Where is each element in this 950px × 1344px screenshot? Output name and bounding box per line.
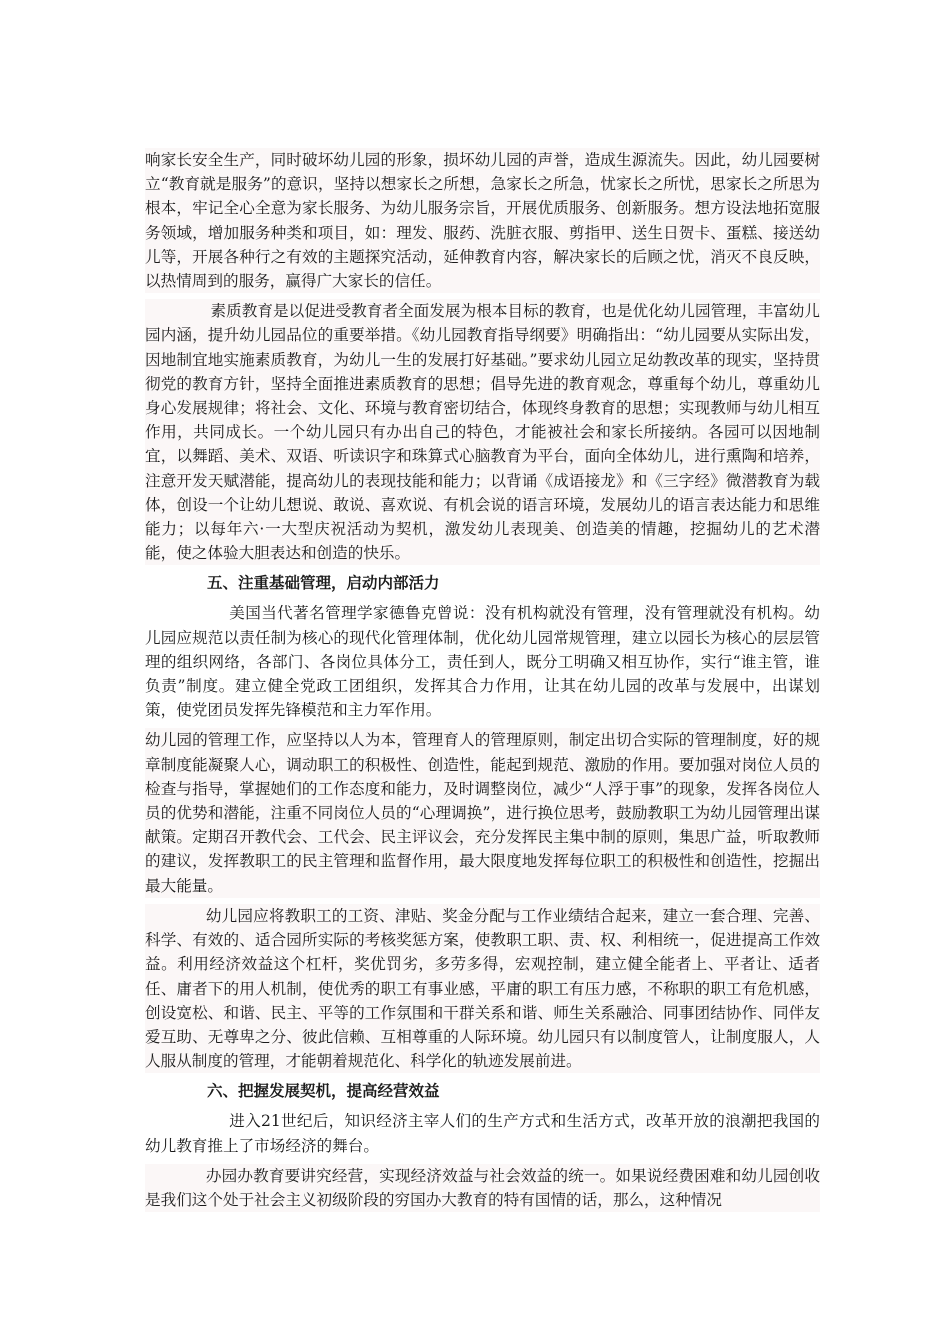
- document-page: [145, 148, 820, 1218]
- paragraph-21st-century: 进入21世纪后，知识经济主宰人们的生产方式和生活方式，改革开放的浪潮把我国的幼儿教育推上了市场经济的舞台。: [145, 1112, 820, 1155]
- paragraph-drucker: 美国当代著名管理学家德鲁克曾说：没有机构就没有管理，没有管理就没有机构。幼儿园应规范以责任制为核心的现代化管理体制，优化幼儿园常规管理，建立以园长为核心的层层管理的组织网络，各部门、各岗位具体分工，责任到人，既分工明确又相互协作，实行“谁主管，谁负责”制度。建立健全党政工团组织，发挥其合力作用，让其在幼儿园的改革与发展中，出谋划策，使党团员发挥先锋模范和主力军作用。: [145, 604, 820, 720]
- paragraph-quality-education: 素质教育是以促进受教育者全面发展为根本目标的教育，也是优化幼儿园管理，丰富幼儿园内涵，提升幼儿园品位的重要举措。《幼儿园教育指导纲要》明确指出：“幼儿园要从实际出发，因地制宜地实施素质教育，为幼儿一生的发展打好基础。”要求幼儿园立足幼教改革的现实，坚持贯彻党的教育方针，坚持全面推进素质教育的思想；倡导先进的教育观念，尊重每个幼儿，尊重幼儿身心发展规律；将社会、文化、环境与教育密切结合，体现终身教育的思想；实现教师与幼儿相互作用，共同成长。一个幼儿园只有办出自己的特色，才能被社会和家长所接纳。各园可以因地制宜，以舞蹈、美术、双语、听读识字和珠算式心脑教育为平台，面向全体幼儿，进行熏陶和培养，注意开发天赋潜能，提高幼儿的表现技能和能力；以背诵《成语接龙》和《三字经》微潜教育为载体，创设一个让幼儿想说、敢说、喜欢说、有机会说的语言环境，发展幼儿的语言表达能力和思维能力；以每年六·一大型庆祝活动为契机，激发幼儿表现美、创造美的情趣，挖掘幼儿的艺术潜能，使之体验大胆表达和创造的快乐。: [145, 299, 820, 565]
- section-heading-6: 六、把握发展契机，提高经营效益: [207, 1082, 440, 1101]
- paragraph-service: 响家长安全生产，同时破坏幼儿园的形象，损坏幼儿园的声誉，造成生源流失。因此，幼儿园要树立“教育就是服务”的意识，坚持以想家长之所想，急家长之所急，忧家长之所忧，思家长之所思为根本，牢记全心全意为家长服务、为幼儿服务宗旨，开展优质服务、创新服务。想方设法地拓宽服务领域，增加服务种类和项目，如：理发、服药、洗脏衣服、剪指甲、送生日贺卡、蛋糕、接送幼儿等，开展各种行之有效的主题探究活动，延伸教育内容，解决家长的后顾之忧，消灭不良反映，以热情周到的服务，赢得广大家长的信任。: [145, 148, 820, 293]
- section-heading-5: 五、注重基础管理，启动内部活力: [207, 574, 440, 593]
- paragraph-management-economy: 办园办教育要讲究经营，实现经济效益与社会效益的统一。如果说经费困难和幼儿园创收是我们这个处于社会主义初级阶段的穷国办大教育的特有国情的话，那么，这种情况: [145, 1164, 820, 1212]
- paragraph-salary-system: 幼儿园应将教职工的工资、津贴、奖金分配与工作业绩结合起来，建立一套合理、完善、科学、有效的、适合园所实际的考核奖惩方案，使教职工职、责、权、利相统一，促进提高工作效益。利用经济效益这个杠杆，奖优罚劣，多劳多得，宏观控制，建立健全能者上、平者让、适者任、庸者下的用人机制，使优秀的职工有事业感，平庸的职工有压力感，不称职的职工有危机感，创设宽松、和谐、民主、平等的工作氛围和干群关系和谐、师生关系融洽、同事团结协作、同伴友爱互助、无尊卑之分、彼此信赖、互相尊重的人际环境。幼儿园只有以制度管人，让制度服人，人人服从制度的管理，才能朝着规范化、科学化的轨迹发展前进。: [145, 904, 820, 1073]
- paragraph-people-oriented: 幼儿园的管理工作，应坚持以人为本，管理育人的管理原则，制定出切合实际的管理制度，好的规章制度能凝聚人心，调动职工的积极性、创造性，能起到规范、激励的作用。要加强对岗位人员的检查与指导，掌握她们的工作态度和能力，及时调整岗位，减少“人浮于事”的现象，发挥各岗位人员的优势和潜能，注重不同岗位人员的“心理调换”，进行换位思考，鼓励教职工为幼儿园管理出谋献策。定期召开教代会、工代会、民主评议会，充分发挥民主集中制的原则，集思广益，听取教师的建议，发挥教职工的民主管理和监督作用，最大限度地发挥每位职工的积极性和创造性，挖掘出最大能量。: [145, 728, 820, 897]
